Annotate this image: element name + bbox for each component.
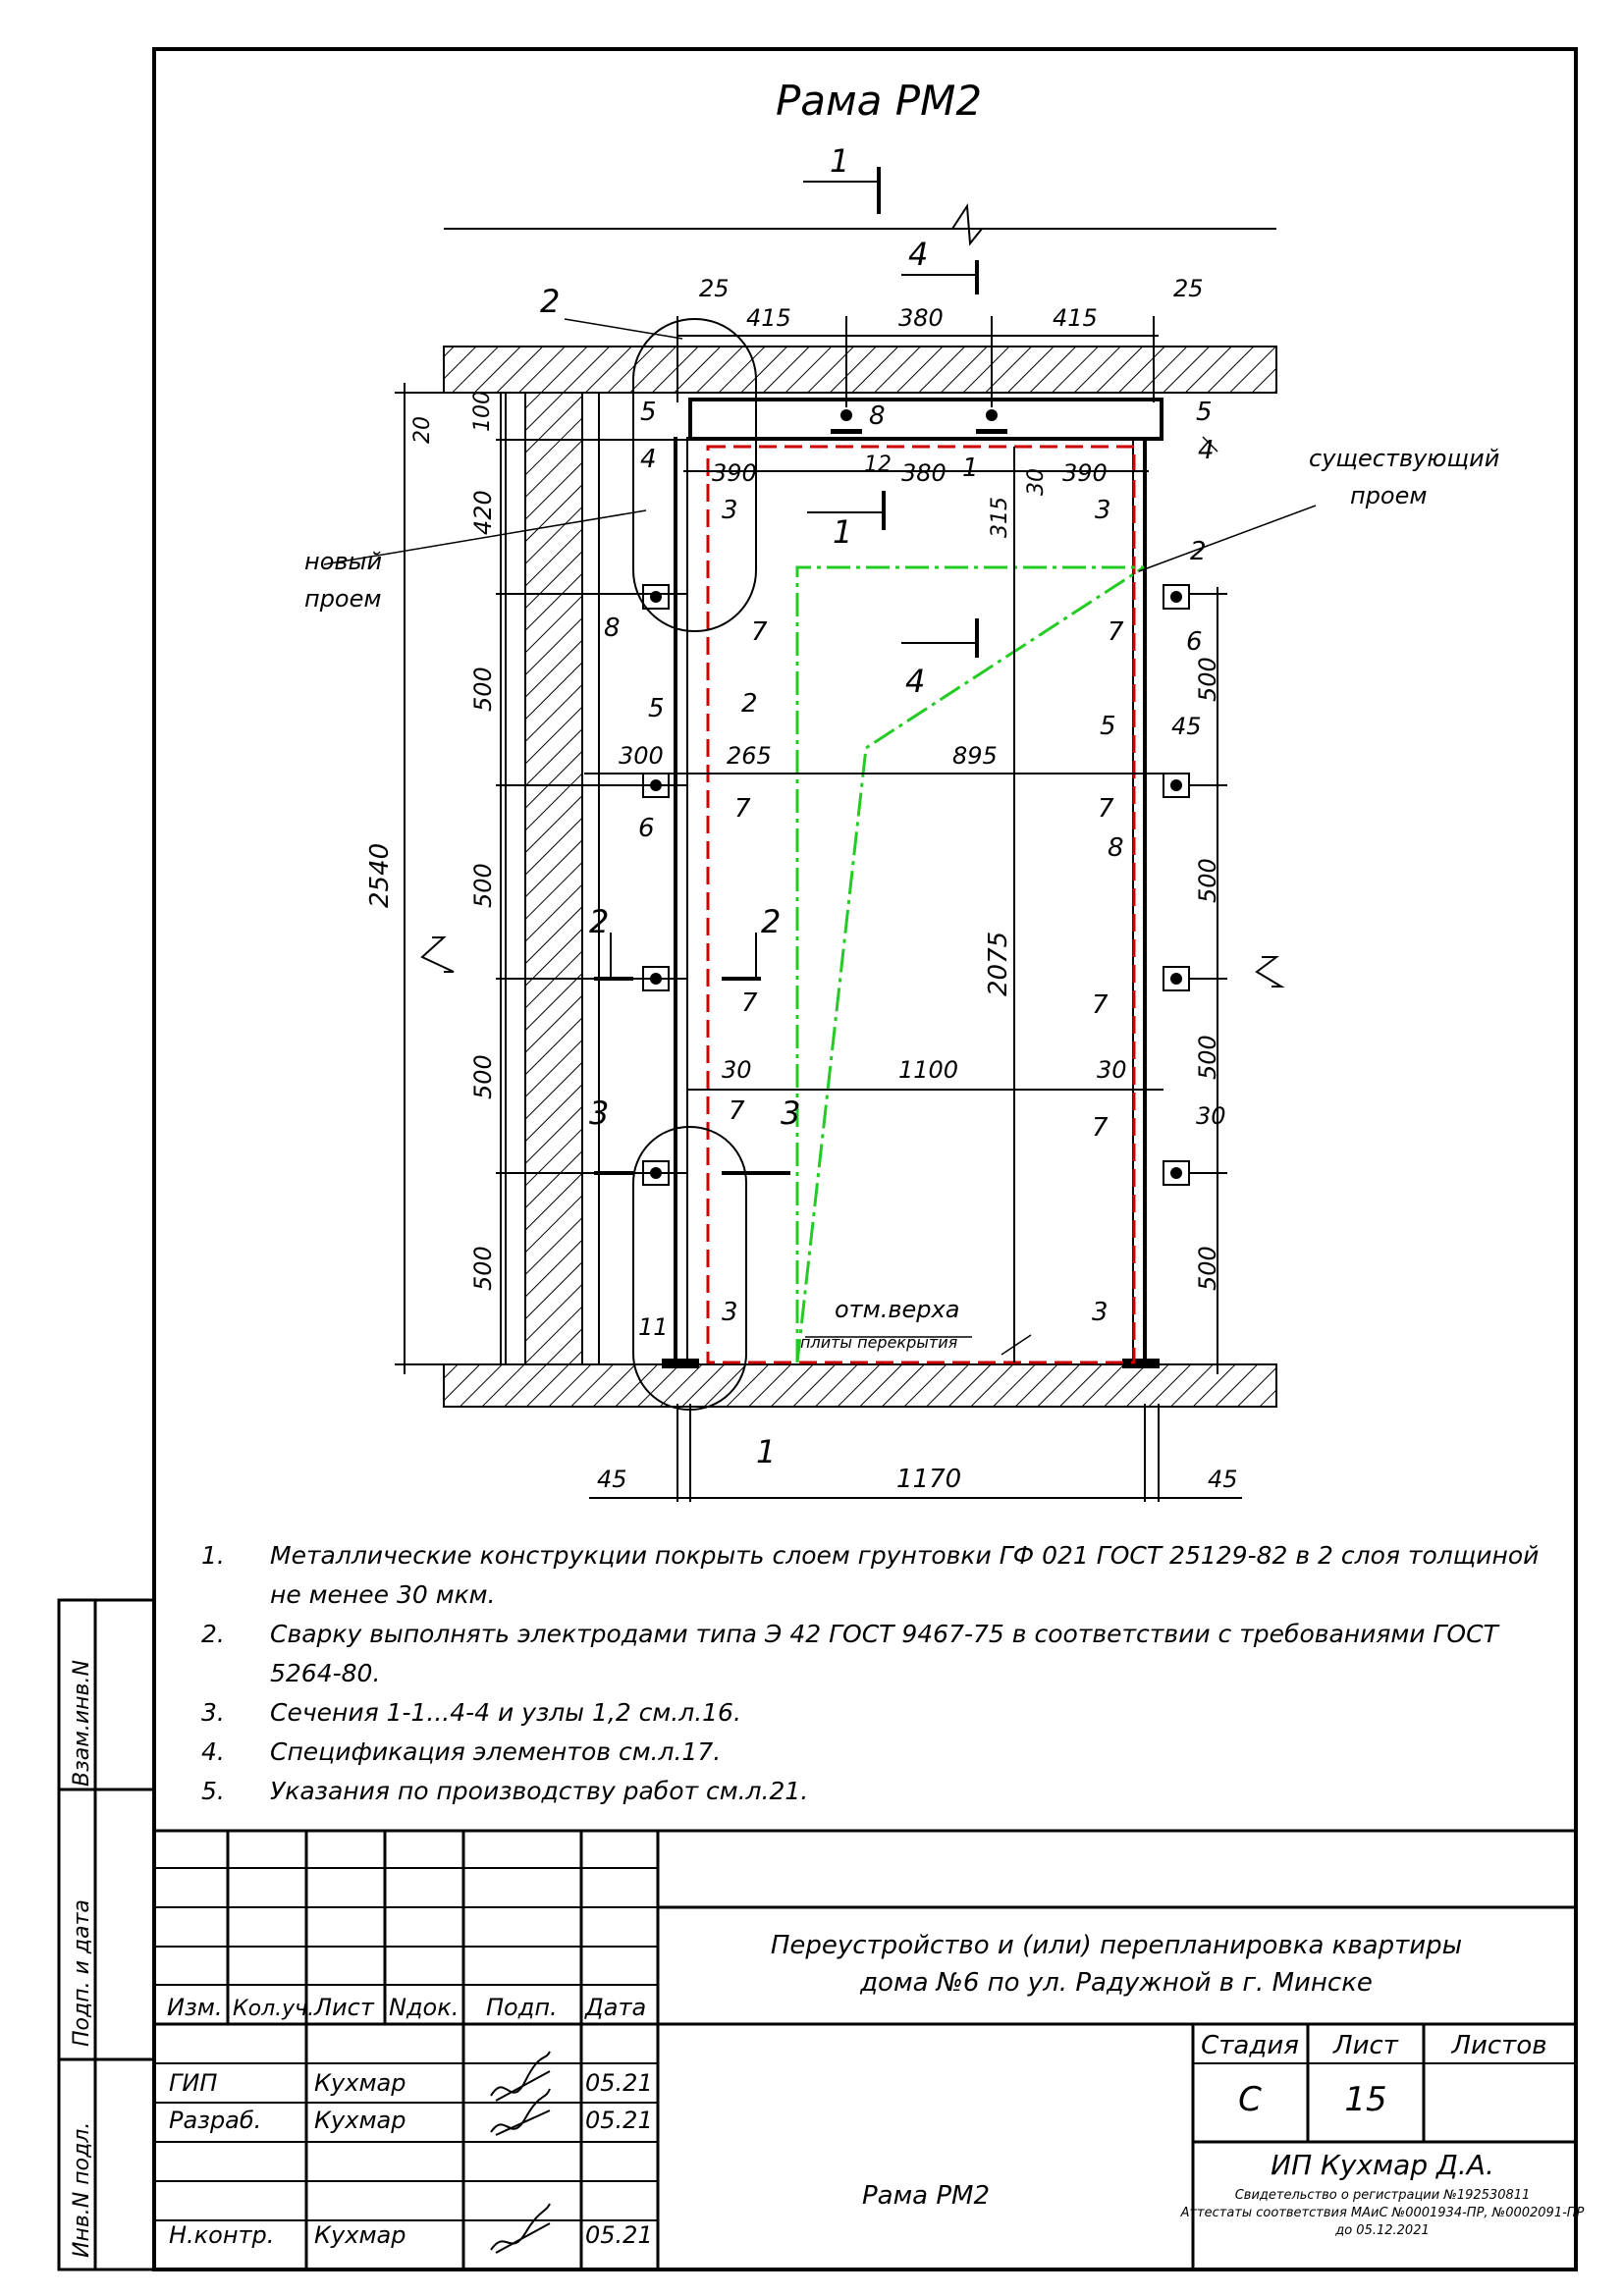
existing-opening-label: проем [1350,482,1428,509]
tb-name: Кухмар [314,2221,406,2249]
note-item: 3. Сечения 1-1...4-4 и узлы 1,2 см.л.16. [201,1698,741,1727]
drawing-title: Рама РМ2 [775,77,983,125]
level-mark-sublabel: плиты перекрытия [800,1333,958,1352]
section-label: 2 [761,903,782,940]
stamp-vzam: Взам.инв.N [70,1660,94,1787]
dim-label: 1170 [896,1465,962,1494]
position-label: 5 [640,398,657,427]
position-label: 3 [1095,496,1111,525]
position-label: 7 [741,988,758,1018]
section-label: 1 [830,142,850,180]
position-label: 8 [869,401,886,431]
position-label: 3 [722,1298,738,1327]
dim-label: 30 [1097,1056,1127,1084]
note-item: 5. Указания по производству работ см.л.21. [201,1777,809,1805]
position-label: 2 [1190,537,1207,566]
dim-label: 2075 [984,931,1013,996]
dim-label: 500 [469,667,497,712]
section-label: 4 [905,663,926,700]
position-label: 3 [1092,1298,1109,1327]
position-label: 4 [1198,436,1215,465]
new-opening-label: проем [304,585,382,613]
dim-label: 500 [469,1054,497,1099]
dim-label: 30 [1024,468,1049,496]
section-label: 3 [589,1095,610,1132]
tb-project-line1: Переустройство и (или) перепланировка квартиры [770,1931,1463,1960]
dim-label: 45 [1171,713,1202,740]
note-item: 2. Сварку выполнять электродами типа Э 42 ГОСТ 9467-75 в соответствии с требованиями ГОСТ 5264-80. [201,1620,1498,1687]
dim-label: 315 [988,497,1012,538]
tb-header-izm: Изм. [167,1994,223,2021]
dim-label: 45 [1208,1466,1238,1493]
tb-header-list: Лист [314,1994,374,2021]
tb-role: Разраб. [169,2107,262,2134]
position-label: 5 [648,694,665,723]
dim-label: 100 [470,391,495,432]
dim-label: 500 [469,863,497,908]
position-label: 6 [638,814,655,843]
tb-date: 05.21 [585,2221,653,2249]
dim-label: 300 [619,742,664,770]
tb-date: 05.21 [585,2107,653,2134]
tb-sheets-label: Листов [1451,2031,1547,2060]
dim-label: 30 [1196,1102,1226,1130]
section-label: 3 [781,1095,801,1132]
dim-label: 1100 [898,1056,959,1084]
tb-header-kol: Кол.уч. [233,1997,315,2021]
dim-label: 500 [469,1246,497,1291]
dim-label: 2540 [365,842,395,908]
tb-stage-label: Стадия [1201,2031,1299,2060]
dim-label: 265 [727,742,772,770]
tb-cert-line1: Свидетельство о регистрации №192530811 [1234,2188,1531,2203]
section-label: 2 [589,903,610,940]
position-label: 6 [1186,627,1203,657]
position-label: 5 [1100,712,1116,741]
section-label: 1 [833,513,853,551]
tb-role: ГИП [169,2069,218,2097]
tb-name: Кухмар [314,2107,406,2134]
dim-label: 500 [1194,1035,1221,1080]
tb-cert-line2: Аттестаты соответствия МАиС №0001934-ПР, №0002091-ПР [1180,2206,1585,2220]
tb-role: Н.контр. [169,2221,275,2249]
stamp-podp: Подп. и дата [70,1899,94,2047]
tb-stage: С [1238,2080,1262,2119]
tb-sheet-label: Лист [1333,2031,1398,2060]
dim-label: 415 [746,304,791,332]
tb-sheet-name: Рама РМ2 [861,2181,991,2211]
dim-label: 380 [898,304,944,332]
position-label: 7 [751,617,768,647]
signature-icon [491,2052,550,2253]
section-label: 4 [908,236,929,273]
position-label: 8 [1108,833,1124,863]
dim-label: 415 [1053,304,1098,332]
dim-label: 25 [699,275,730,302]
stamp-inv: Инв.N подл. [70,2121,94,2258]
position-label: 7 [1092,1113,1109,1143]
position-label: 8 [604,614,621,643]
dim-label: 500 [1194,858,1221,903]
position-label: 7 [1098,794,1114,824]
dim-label: 390 [1062,459,1108,487]
position-label: 11 [638,1313,669,1341]
position-label: 5 [1196,398,1213,427]
dim-label: 25 [1173,275,1204,302]
dim-label: 500 [1194,657,1221,702]
dim-label: 500 [1194,1246,1221,1291]
dim-label: 30 [722,1056,752,1084]
dim-label: 12 [864,453,892,477]
dim-label: 380 [901,459,947,487]
tb-header-podp: Подп. [486,1994,558,2021]
dim-label: 420 [469,490,497,535]
position-label: 7 [734,794,751,824]
tb-company: ИП Кухмар Д.А. [1271,2149,1494,2181]
position-label: 1 [962,454,979,483]
position-label: 3 [722,496,738,525]
existing-opening-label: существующий [1309,445,1500,472]
note-item: 1. Металлические конструкции покрыть слоем грунтовки ГФ 021 ГОСТ 25129-82 в 2 слоя толщиной не менее 30 мкм. [201,1541,1540,1609]
general-notes [201,1536,1556,1811]
position-label: 7 [1108,617,1124,647]
position-label: 4 [640,445,657,474]
tb-header-ndok: Nдок. [389,1994,460,2021]
position-label: 7 [1092,990,1109,1020]
dim-label: 20 [410,416,435,444]
tb-date: 05.21 [585,2069,653,2097]
tb-cert-line3: до 05.12.2021 [1335,2223,1430,2238]
position-label: 2 [741,689,758,719]
new-opening-label: новый [304,548,383,575]
dim-label: 390 [712,459,757,487]
dim-label: 45 [597,1466,627,1493]
dim-label: 895 [952,742,998,770]
node-label: 2 [540,283,561,320]
tb-project-line2: дома №6 по ул. Радужной в г. Минске [860,1968,1373,1998]
node-label: 1 [756,1433,777,1470]
position-label: 7 [729,1096,745,1126]
tb-sheet: 15 [1344,2080,1387,2119]
note-item: 4. Спецификация элементов см.л.17. [201,1737,722,1766]
level-mark-label: отм.верха [835,1296,960,1323]
tb-header-data: Дата [585,1994,647,2021]
tb-name: Кухмар [314,2069,406,2097]
